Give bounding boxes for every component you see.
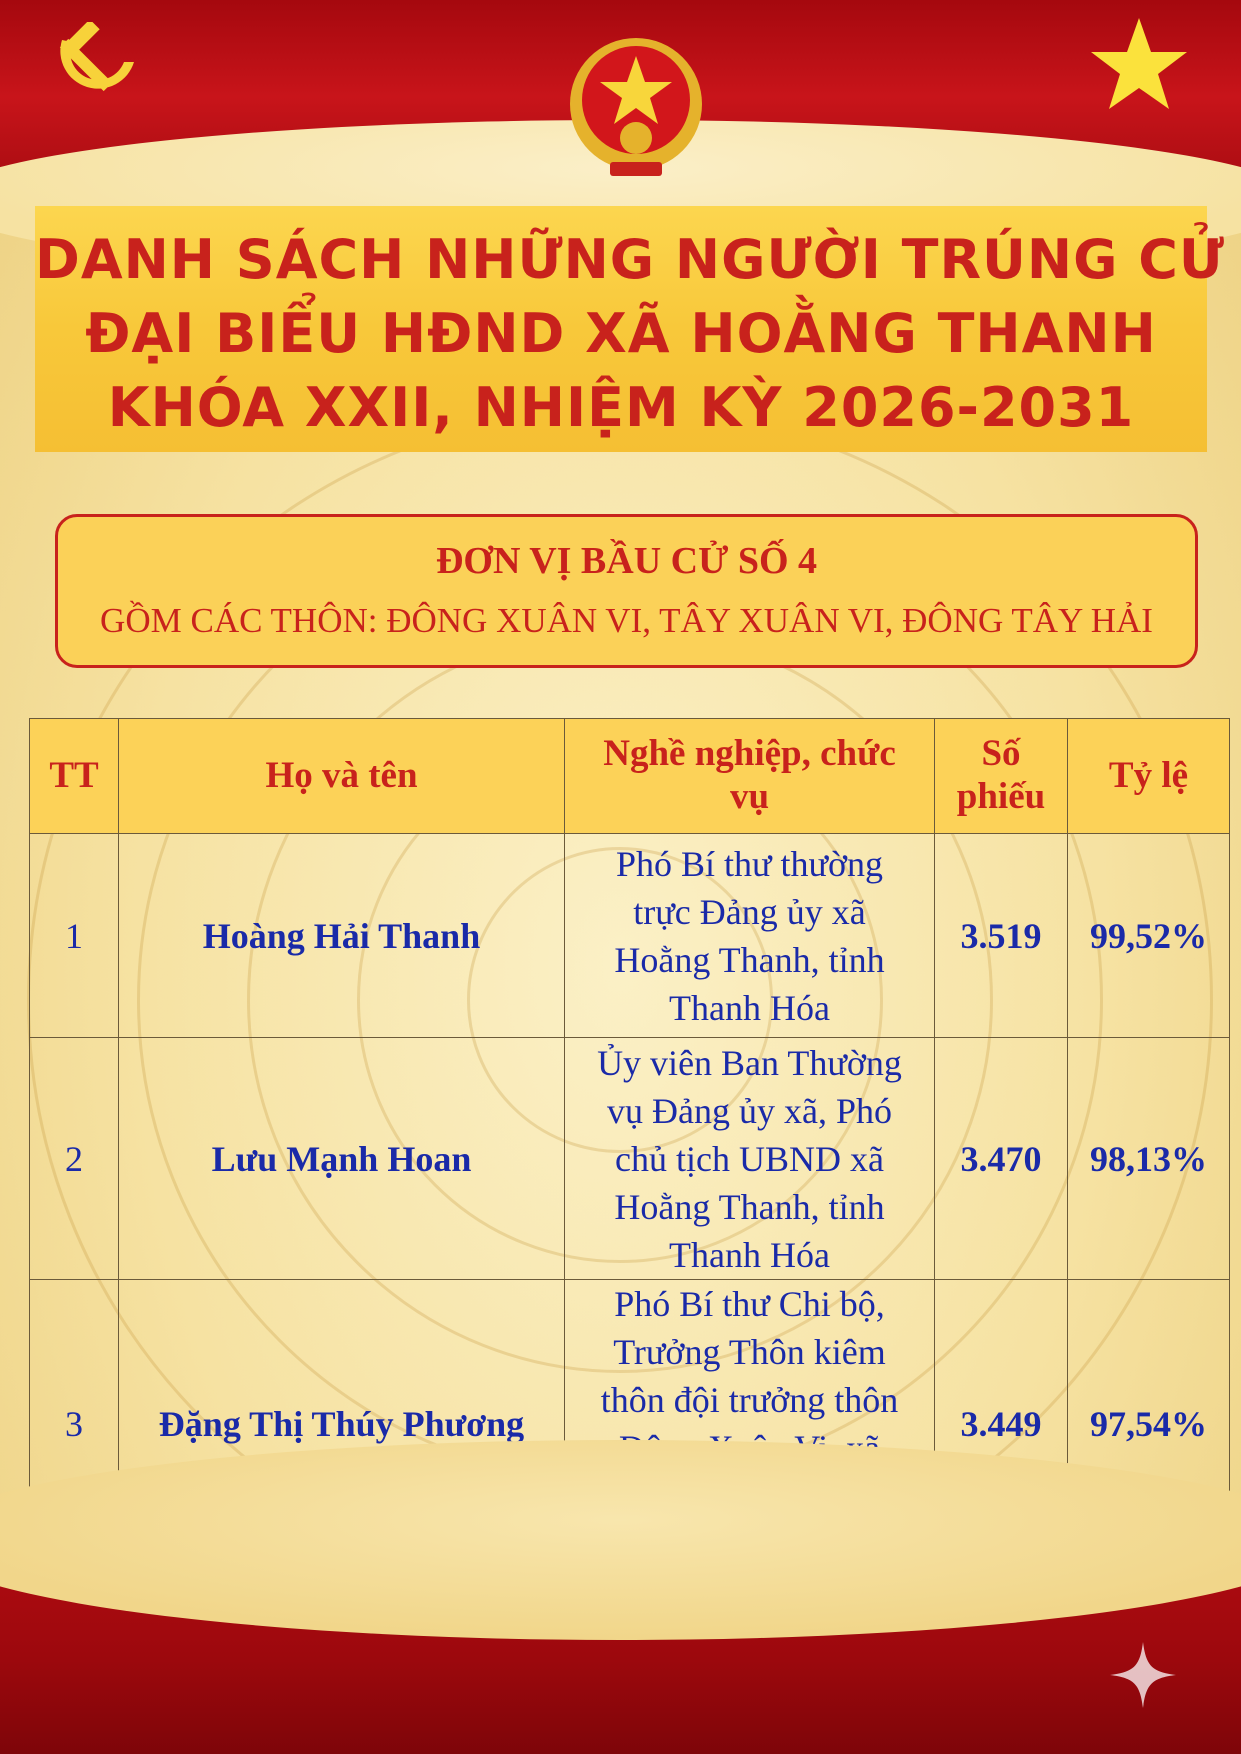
header-tt: TT <box>30 719 119 834</box>
header-votes-line: Số <box>981 733 1021 775</box>
job-line: Thanh Hóa <box>669 1234 830 1275</box>
row-tt: 3 <box>30 1280 119 1569</box>
job-line: Hoằng Thanh, tỉnh <box>614 939 885 980</box>
table-row <box>30 834 1230 1038</box>
header-name: Họ và tên <box>119 719 565 834</box>
electoral-unit-villages: GỒM CÁC THÔN: ĐÔNG XUÂN VI, TÂY XUÂN VI, ĐÔNG TÂY HẢI <box>100 601 1153 640</box>
row-rate: 98,13% <box>1068 1038 1230 1280</box>
row-tt: 1 <box>30 834 119 1038</box>
row-name: Đặng Thị Thúy Phương <box>119 1280 565 1569</box>
row-job <box>565 834 935 1038</box>
header-job-line: Nghề nghiệp, chức <box>603 733 896 775</box>
title-banner <box>35 206 1225 452</box>
row-votes: 3.519 <box>935 834 1068 1038</box>
header-job-line: vụ <box>729 776 770 817</box>
job-line: Phó Bí thư thường <box>615 843 884 884</box>
row-tt: 2 <box>30 1038 119 1280</box>
job-line: vụ Đảng ủy xã, Phó <box>607 1090 892 1131</box>
bottom-cream-swoosh <box>0 1440 1241 1640</box>
electoral-unit-title: ĐƠN VỊ BẦU CỬ SỐ 4 <box>435 540 818 582</box>
electoral-unit-box <box>55 514 1198 668</box>
job-line: trực Đảng ủy xã <box>633 891 866 932</box>
title-line-3: KHÓA XXII, NHIỆM KỲ 2026-2031 <box>107 376 1135 439</box>
row-job <box>565 1038 935 1280</box>
job-line: Ủy viên Ban Thường <box>597 1042 902 1083</box>
national-emblem-icon <box>556 34 716 184</box>
table-header-row <box>30 719 1230 834</box>
header-job <box>565 719 935 834</box>
header-rate: Tỷ lệ <box>1068 719 1230 834</box>
row-votes: 3.470 <box>935 1038 1068 1280</box>
sparkle-icon <box>1108 1640 1178 1710</box>
job-line: Trưởng Thôn kiêm <box>613 1332 886 1372</box>
title-line-1: DANH SÁCH NHỮNG NGƯỜI TRÚNG CỬ <box>35 228 1225 291</box>
title-line-2: ĐẠI BIỂU HĐND XÃ HOẰNG THANH <box>85 302 1157 365</box>
table-row <box>30 1038 1230 1280</box>
yellow-star-icon <box>1088 16 1190 112</box>
header-votes-line: phiếu <box>956 776 1046 817</box>
job-line: Thanh Hóa <box>669 987 830 1028</box>
job-line: chủ tịch UBND xã <box>615 1138 884 1179</box>
job-line: Hoằng Thanh, tỉnh <box>614 1186 885 1227</box>
row-votes: 3.449 <box>935 1280 1068 1569</box>
row-rate: 97,54% <box>1068 1280 1230 1569</box>
row-name: Lưu Mạnh Hoan <box>119 1038 565 1280</box>
job-line: thôn đội trưởng thôn <box>600 1380 899 1420</box>
header-votes <box>935 719 1068 834</box>
job-line: Phó Bí thư Chi bộ, <box>614 1284 885 1324</box>
row-rate: 99,52% <box>1068 834 1230 1038</box>
hammer-sickle-icon <box>42 22 152 102</box>
row-name: Hoàng Hải Thanh <box>119 834 565 1038</box>
